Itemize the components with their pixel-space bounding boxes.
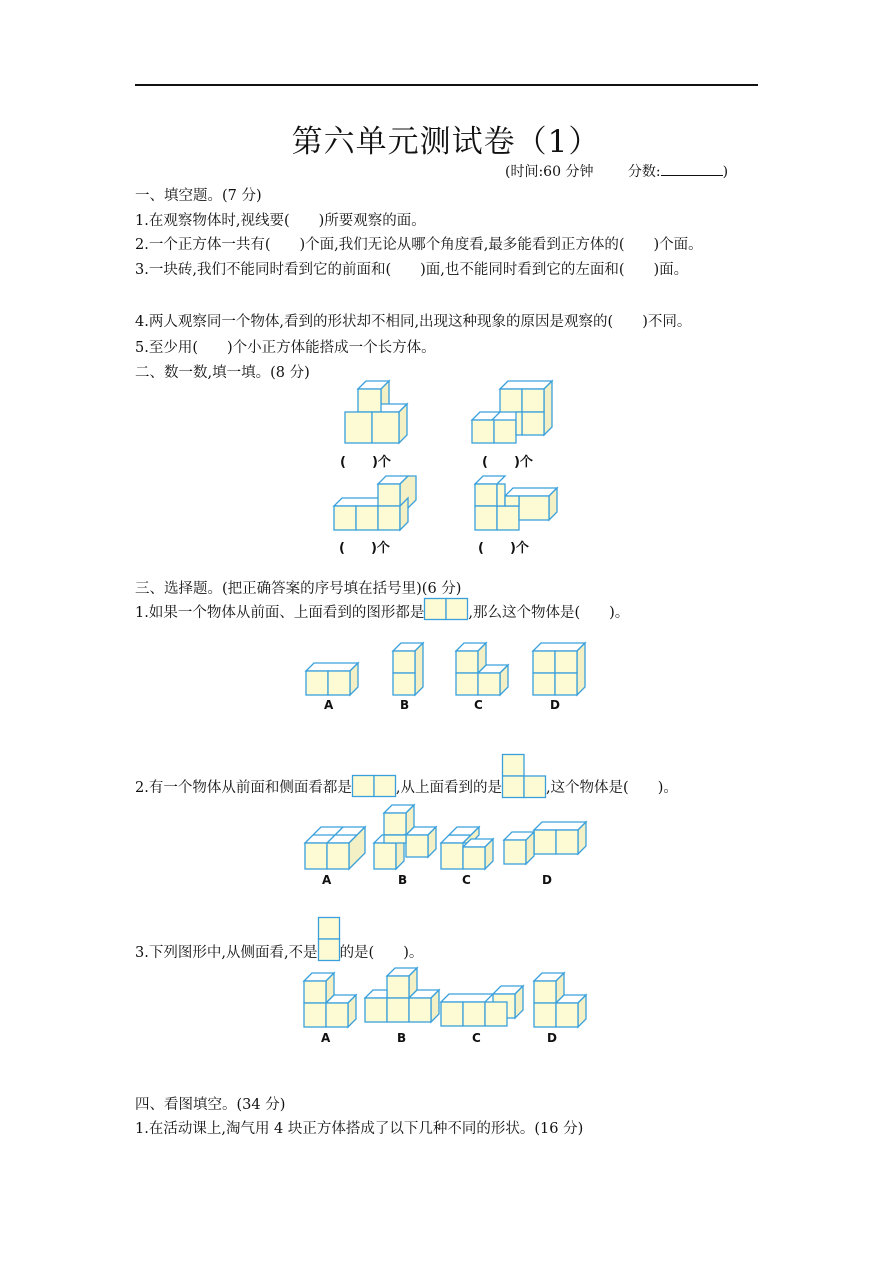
s4-question-1: 1.在活动课上,淘气用 4 块正方体搭成了以下几种不同的形状。(16 分) (135, 1121, 584, 1137)
s1-question-5: 5.至少用( )个小正方体能搭成一个长方体。 (135, 340, 436, 356)
s1-question-1: 1.在观察物体时,视线要( )所要观察的面。 (135, 213, 426, 229)
s2-figure-3 (334, 476, 418, 532)
s3-q2-option-a (305, 827, 367, 871)
s2-figure-2 (472, 381, 554, 445)
s3-q2-option-c (441, 827, 495, 871)
s3-q3-label-a: A (321, 1031, 331, 1045)
s3-q2-text-mid: ,从上面看到的是 (395, 780, 502, 796)
section4-heading: 四、看图填空。(34 分) (135, 1097, 286, 1113)
s3-q1-option-b (393, 643, 425, 698)
s3-q3-option-b (365, 968, 441, 1026)
s3-q1-label-b: B (400, 698, 410, 712)
s3-q1-text-post: ,那么这个物体是( )。 (468, 605, 630, 621)
s3-q3-option-a (304, 973, 358, 1029)
s2-caption-2: ( )个 (482, 455, 533, 470)
exam-meta (505, 161, 728, 181)
header-rule (135, 84, 758, 86)
s3-q3-text-pre: 3.下列图形中,从侧面看,不是 (135, 945, 318, 961)
s1-question-2: 2.一个正方体一共有( )个面,我们无论从哪个角度看,最多能看到正方体的( )个面。 (135, 237, 703, 253)
s3-q3-option-c (441, 986, 525, 1028)
s2-figure-1 (345, 381, 410, 445)
s3-q1-option-c (456, 643, 510, 698)
s3-question-2 (135, 766, 678, 810)
s3-q3-side-view (318, 917, 340, 961)
s2-figure-4 (475, 476, 560, 532)
s1-question-4: 4.两人观察同一个物体,看到的形状却不相同,出现这种现象的原因是观察的( )不同。 (135, 314, 692, 330)
section1-heading: 一、填空题。(7 分) (135, 188, 262, 204)
s3-q2-option-b (374, 805, 438, 871)
s2-caption-3: ( )个 (339, 541, 390, 556)
s3-q1-label-a: A (324, 698, 334, 712)
s3-q2-top-view (502, 754, 546, 798)
s3-q2-label-b: B (398, 873, 408, 887)
s3-q2-label-d: D (542, 873, 552, 887)
s3-q3-label-d: D (547, 1031, 557, 1045)
s3-q3-text-post: 的是( )。 (339, 945, 424, 961)
page-title: 第六单元测试卷（1） (291, 124, 601, 160)
s3-q1-text-pre: 1.如果一个物体从前面、上面看到的图形都是 (135, 605, 425, 621)
section3-heading: 三、选择题。(把正确答案的序号填在括号里)(6 分) (135, 581, 462, 597)
s3-q2-label-a: A (322, 873, 332, 887)
s3-q3-label-c: C (472, 1031, 481, 1045)
s3-q2-front-view (352, 775, 396, 797)
s3-q1-view-two-squares (424, 598, 468, 620)
s3-q1-option-a (306, 663, 360, 696)
s2-caption-1: ( )个 (340, 455, 391, 470)
s3-q1-label-d: D (550, 698, 560, 712)
s1-question-3: 3.一块砖,我们不能同时看到它的前面和( )面,也不能同时看到它的左面和( )面。 (135, 262, 689, 278)
s3-q2-option-d (504, 822, 588, 866)
s3-q2-label-c: C (462, 873, 471, 887)
section2-heading: 二、数一数,填一填。(8 分) (135, 365, 310, 381)
score-blank (661, 164, 723, 176)
score-label: 分数: (627, 164, 661, 180)
s3-q2-text-pre: 2.有一个物体从前面和侧面看都是 (135, 780, 352, 796)
s3-q3-option-d (534, 973, 588, 1029)
s2-caption-4: ( )个 (478, 541, 529, 556)
s3-question-1 (135, 601, 629, 624)
time-limit: (时间:60 分钟 (505, 164, 594, 180)
s3-q1-option-d (533, 643, 587, 698)
s3-q2-text-post: ,这个物体是( )。 (545, 780, 678, 796)
meta-close: ) (722, 164, 729, 180)
s3-q3-label-b: B (397, 1031, 407, 1045)
s3-q1-label-c: C (474, 698, 483, 712)
